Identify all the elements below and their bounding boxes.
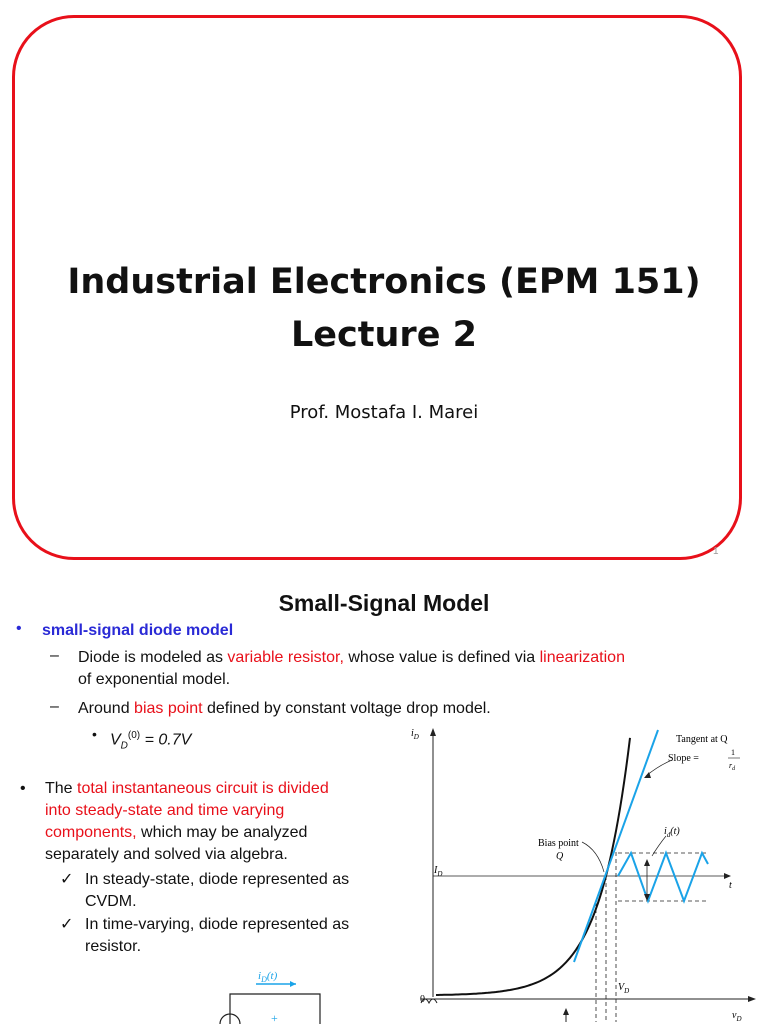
highlight-text: components, — [45, 824, 137, 841]
bullet2-line1 — [45, 778, 329, 800]
sub-bullet-1 — [78, 647, 625, 669]
check1-line2: CVDM. — [85, 893, 137, 910]
bullet-heading: small-signal diode model — [42, 622, 234, 639]
text-run: Diode is modeled as — [78, 649, 228, 666]
bullet-dot-icon: • — [20, 780, 26, 797]
highlight-text: bias point — [134, 700, 203, 717]
arrow-head-icon — [290, 981, 296, 987]
circuit-diagram — [200, 970, 340, 1024]
slope-label: Slope = — [668, 753, 699, 764]
bullet-dot-icon: • — [92, 726, 97, 742]
author-name: Prof. Mostafa I. Marei — [289, 402, 479, 423]
slide-title-line2: Lecture 2 — [291, 315, 477, 355]
text-run: The — [45, 780, 78, 797]
vd-level-label: $V_D$ — [618, 982, 630, 995]
highlight-text: linearization — [539, 649, 625, 666]
check1-line1: In steady-state, diode represented as — [85, 871, 350, 888]
circuit-current-label: $i_D(t)$ — [258, 970, 278, 984]
x-axis-arrow-icon — [748, 996, 756, 1002]
bullet2-line4: separately and solved via algebra. — [45, 846, 288, 863]
bias-point-q: Q — [556, 851, 564, 862]
small-signal-waveform — [618, 853, 708, 901]
bullet-dot-icon: • — [16, 620, 22, 637]
tangent-line — [574, 730, 658, 962]
tangent-label: Tangent at Q — [676, 734, 728, 745]
content-slide — [0, 572, 768, 1024]
arrow-head-icon — [644, 859, 650, 866]
text-run: which may be analyzed — [136, 824, 308, 841]
bullet2-line3 — [45, 822, 307, 844]
dash-icon: – — [50, 698, 59, 715]
slope-denominator: $r_d$ — [729, 761, 736, 772]
vd-equation — [110, 725, 191, 758]
equation-value: = 0.7V — [140, 731, 192, 749]
dash-icon: – — [50, 647, 59, 664]
check-icon: ✓ — [60, 916, 74, 933]
highlight-text: total instantaneous circuit is divided — [77, 780, 329, 797]
y-axis-label: $i_D$ — [411, 728, 419, 741]
origin-label: 0 — [420, 994, 425, 1005]
sub-bullet-1-cont: of exponential model. — [78, 671, 231, 688]
slide-heading: Small-Signal Model — [278, 590, 490, 616]
arrow-head-icon — [563, 1008, 569, 1015]
bullet2-line2: into steady-state and time varying — [45, 802, 285, 819]
slope-numerator: 1 — [731, 748, 735, 757]
plus-sign: + — [271, 1011, 278, 1024]
y-axis-arrow-icon — [430, 728, 436, 736]
diode-characteristic-figure — [396, 722, 768, 1024]
page-number: 1 — [713, 546, 719, 557]
text-run: defined by constant voltage drop model. — [202, 700, 491, 717]
slide-title-line1: Industrial Electronics (EPM 151) — [67, 262, 701, 302]
check-icon: ✓ — [60, 871, 74, 888]
equation-symbol: V — [110, 731, 121, 749]
bias-point-label: Bias point — [538, 838, 579, 849]
t-axis-label: t — [729, 880, 732, 891]
text-run: Around — [78, 700, 135, 717]
equation-superscript: (0) — [127, 730, 141, 741]
x-axis-label: $v_D$ — [732, 1010, 742, 1023]
equation-subscript: D — [120, 740, 128, 752]
signal-current-label: $i_d(t)$ — [664, 826, 680, 839]
highlight-text: variable resistor, — [227, 649, 344, 666]
t-axis-arrow-icon — [724, 873, 731, 879]
id-level-label: $I_D$ — [434, 865, 443, 878]
check2-line1: In time-varying, diode represented as — [85, 916, 350, 933]
leader-line — [582, 842, 604, 872]
check2-line2: resistor. — [85, 938, 142, 955]
exponential-curve — [436, 738, 630, 995]
sub-bullet-2 — [78, 698, 491, 720]
text-run: whose value is defined via — [343, 649, 540, 666]
